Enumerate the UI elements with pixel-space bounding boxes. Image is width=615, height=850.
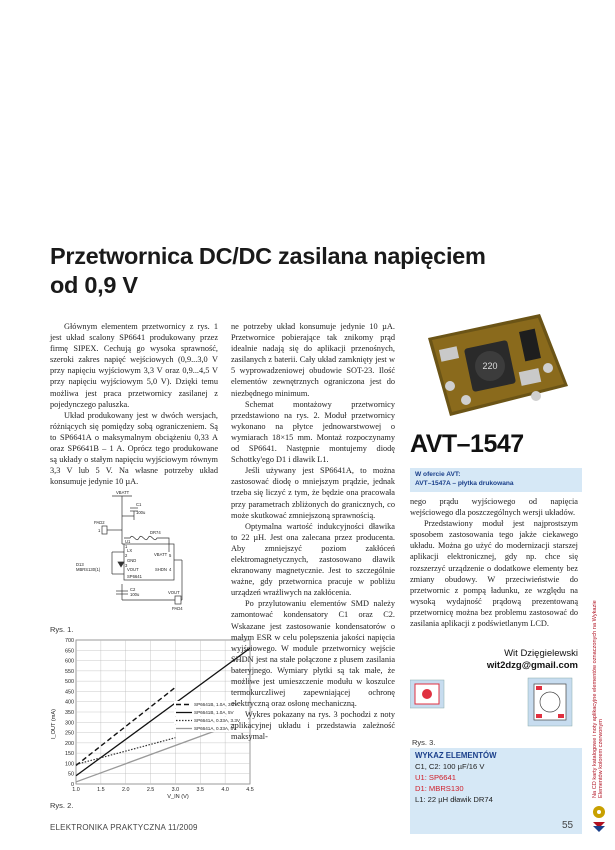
y-tick-label: 50 bbox=[68, 771, 74, 778]
output-current-chart bbox=[50, 636, 255, 800]
title-line-2: od 0,9 V bbox=[50, 272, 138, 298]
x-tick-label: 2.5 bbox=[146, 787, 155, 793]
column-1-text bbox=[50, 321, 218, 487]
paragraph: Głównym elementem przetwornicy z rys. 1 jest układ scalony SP6641 produkowany przez firmę SIPEX. Cechują go wysoka sprawność, szeroki zakres napięć wejściowych (0,9...3,0 V przy napięciu wyjściowym 3,3 V oraz 0,9...4,5 V przy napięciu wyjściowym 5,0 V). Dzięki temu możliwa jest praca przetwornicy zasilanej z pojedynczego paluszka. bbox=[50, 322, 218, 409]
y-tick-label: 250 bbox=[65, 730, 74, 737]
chart-x-axis-label: V_IN (V) bbox=[167, 794, 189, 800]
legend-entry: SP6641A, 0.33A, 5V bbox=[194, 726, 237, 731]
cd-note-text: Na CD karty katalogowe i noty aplikacyjne elementów oznaczonych na Wykazie Elementów kolorem czerwonym bbox=[592, 600, 605, 798]
paragraph: ne potrzeby układ konsumuje jedynie 10 µA. Przetwornice pobierające tak znikomy prąd idealnie nadają się do aplikacji przenośnych, zasilanych z baterii. Cały układ zamknięty jest w 5 wyprowadzeniowej obudowie SOT-23. Ilość elementów zewnętrznych ograniczona jest do niezbędnego minimum. bbox=[231, 322, 395, 398]
chart-y-axis-label: I_OUT (mA) bbox=[51, 708, 57, 740]
x-tick-label: 3.0 bbox=[171, 787, 180, 793]
label-shdn: SHDN bbox=[155, 567, 167, 572]
column-3-text bbox=[410, 496, 578, 629]
label-vbatt: VBATT bbox=[116, 490, 130, 495]
x-tick-label: 3.5 bbox=[196, 787, 205, 793]
label-vout: VOUT bbox=[168, 590, 180, 595]
paragraph: Przedstawiony moduł jest najprostszym sposobem zastosowania tego jakże ciekawego układu. Można go użyć do modernizacji starszej aplikacji elektronicznej, gdy np. chce się rozszerzyć urządzenie o dodatkowe elementy bez zmiany obudowy. W przeciwieństwie do przetwornic z pompą ładunku, ze względu na wysoką wydajność prądową prezentowaną przetwornicę można bez problemu zastosować do zasilania aplikacji z podświetlanym LCD. bbox=[410, 519, 578, 629]
label-c1: C1 bbox=[136, 502, 142, 507]
label-u1: U1 bbox=[125, 539, 131, 544]
avt-offer-box bbox=[410, 468, 582, 492]
paragraph: Schemat montażowy przetwornicy przedstawiono na rys. 2. Moduł przetwornicy wykonano na płytce jednowarstwowej o wymiarach 18×15 mm. Montaż rozpoczynamy od SP6641. Następnie montujemy diodę Schottky'ego D1 i dławik L1. bbox=[231, 399, 395, 465]
label-vout-pin: VOUT bbox=[127, 567, 139, 572]
avt-code: AVT–1547 bbox=[410, 430, 524, 458]
label-c1-value: 100u bbox=[136, 510, 146, 515]
column-2-text bbox=[231, 321, 395, 743]
label-sp6641: SP6641 bbox=[127, 574, 142, 579]
cd-note bbox=[592, 598, 604, 798]
parts-item: U1: SP6641 bbox=[415, 773, 456, 782]
offer-item: AVT–1547A – płytka drukowana bbox=[415, 479, 514, 487]
y-tick-label: 600 bbox=[65, 658, 74, 665]
paragraph: Jeśli używany jest SP6641A, to można zastosować diodę o mniejszym prądzie, jednak trzeba się liczyć z tym, że będzie ona pracowała przy parametrach zbliżonych do granicznych, co może skutkować zmniejszoną sprawnością. bbox=[231, 466, 395, 520]
y-tick-label: 350 bbox=[65, 710, 74, 716]
paragraph: Układ produkowany jest w dwóch wersjach, różniących się pomiędzy sobą ograniczeniem. Są to SP6641A o maksymalnym obciążeniu 0,33 A oraz SP6641B – 1 A. Oprócz tego produkowane są układy o stałym napięciu wyjściowym równym 3,3 V lub 5 V. Na własne potrzeby układ konsumuje jedynie 10 µA. bbox=[50, 410, 218, 487]
y-tick-label: 300 bbox=[65, 720, 74, 727]
footer-journal: ELEKTRONIKA PRAKTYCZNA 11/2009 bbox=[50, 823, 198, 832]
label-lx: LX bbox=[127, 548, 133, 553]
x-tick-label: 4.0 bbox=[221, 787, 229, 793]
inductor-label: 220 bbox=[482, 361, 498, 371]
figure-1-caption: Rys. 1. bbox=[50, 625, 74, 634]
x-tick-label: 1.0 bbox=[72, 787, 80, 793]
label-dr74: DR74 bbox=[150, 530, 161, 535]
legend-entry: SP6641A, 0.33A, 3.3V bbox=[194, 718, 240, 723]
label-pad2-pin: 1 bbox=[98, 528, 101, 533]
label-pin-5: 5 bbox=[169, 553, 172, 558]
y-tick-label: 500 bbox=[65, 679, 74, 686]
figure-2-caption: Rys. 2. bbox=[50, 801, 74, 810]
parts-item: D1: MBRS130 bbox=[415, 784, 464, 793]
y-tick-label: 0 bbox=[71, 782, 74, 788]
author-block bbox=[410, 648, 578, 672]
parts-list bbox=[410, 748, 582, 834]
label-pin-2: 2 bbox=[125, 553, 128, 558]
y-tick-label: 200 bbox=[65, 740, 74, 747]
x-tick-label: 2.0 bbox=[121, 787, 130, 793]
label-vbatt-pin: VBATT bbox=[154, 552, 168, 557]
legend-entry: SP6641B, 1.0A, 5V bbox=[194, 710, 234, 715]
legend-entry: SP6641B, 1.0A, 3.3V bbox=[194, 702, 238, 707]
article-title bbox=[50, 242, 570, 300]
x-tick-label: 4.5 bbox=[246, 787, 254, 793]
figure-3-caption: Rys. 3. bbox=[412, 738, 436, 747]
author-email[interactable]: wit2dzg@gmail.com bbox=[486, 660, 578, 671]
parts-item: L1: 22 µH dławik DR74 bbox=[415, 795, 493, 804]
label-pin-1: 1 bbox=[125, 544, 128, 549]
paragraph: Po przylutowaniu elementów SMD należy zamontować kondensatory C1 oraz C2. Wskazane jest zastosowanie kondensatorów o małym ESR w celu polepszenia jakości napięcia wyjściowego. W module przetwornicy wejście SHDN jest na stałe połączone z plusem zasilania bateryjnego. Wymiary płytki są tak małe, że możliwe jest umieszczenie modułu w koszulce termokurczliwej zapewniającej ochronę elektryczną oraz osłonę mechaniczną. bbox=[231, 599, 395, 709]
label-d1: D13 bbox=[76, 562, 84, 567]
label-pad2: PAD2 bbox=[94, 520, 105, 525]
pcb-layout bbox=[410, 676, 580, 736]
label-pin-4: 4 bbox=[169, 567, 172, 572]
y-tick-label: 550 bbox=[65, 668, 74, 675]
y-tick-label: 400 bbox=[65, 699, 74, 706]
author-name: Wit Dzięgielewski bbox=[504, 648, 578, 659]
x-tick-label: 1.5 bbox=[97, 787, 105, 793]
label-gnd: GND bbox=[127, 558, 137, 563]
module-photo bbox=[410, 308, 582, 422]
y-tick-label: 700 bbox=[65, 638, 74, 644]
y-tick-label: 450 bbox=[65, 689, 74, 696]
y-tick-label: 650 bbox=[65, 648, 74, 655]
parts-item: C1, C2: 100 µF/16 V bbox=[415, 762, 485, 771]
paragraph: Optymalna wartość indukcyjności dławika to 22 µH. Jest ona zalecana przez producenta. Aby zmniejszyć poziom zakłóceń elektromagnetycznych, zastosowano dławik ekranowany magnetycznie. Jest to szczególnie ważne, gdy przetwornica pracuje w pobliżu urządzeń wrażliwych na zakłócenia. bbox=[231, 521, 395, 598]
title-line-1: Przetwornica DC/DC zasilana napięciem bbox=[50, 243, 486, 269]
parts-heading: WYKAZ ELEMENTÓW bbox=[415, 751, 497, 760]
y-tick-label: 100 bbox=[65, 761, 74, 768]
offer-label: W ofercie AVT: bbox=[415, 471, 461, 478]
label-pin-3: 3 bbox=[125, 563, 128, 568]
paragraph: nego prądu wyjściowego od napięcia wejściowego dla poszczególnych wersji układów. bbox=[410, 497, 578, 518]
page-number: 55 bbox=[562, 820, 574, 831]
y-tick-label: 150 bbox=[65, 751, 74, 758]
label-pad4: PAD4 bbox=[172, 606, 183, 611]
label-c2: C2 bbox=[130, 587, 136, 592]
cd-icon bbox=[592, 804, 606, 834]
schematic-diagram bbox=[72, 490, 202, 620]
label-c2-value: 100u bbox=[130, 592, 140, 597]
label-mbrs130: MBRS130(1) bbox=[76, 567, 101, 572]
paragraph: Wykres pokazany na rys. 3 pochodzi z noty aplikacyjnej układu i przedstawia zależność maksymal- bbox=[231, 710, 395, 742]
